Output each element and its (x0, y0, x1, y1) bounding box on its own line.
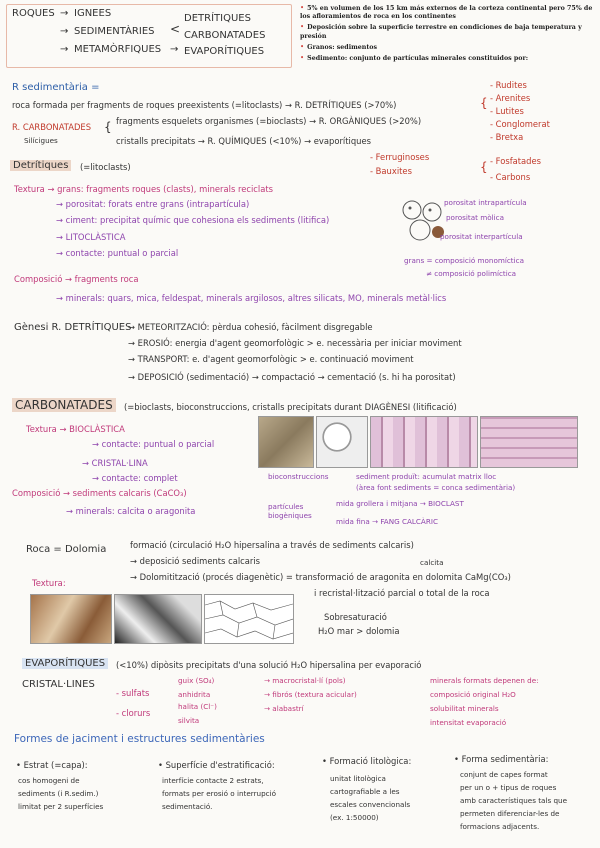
forma-body: amb característiques tals que (460, 796, 568, 805)
minerals-note: intensitat evaporació (430, 718, 507, 727)
porositat-label: porositat intrapartícula (444, 198, 527, 207)
porositat-label: porositat mòlica (446, 213, 504, 222)
ferruginoses-label: - Ferruginoses (370, 152, 430, 162)
bauxites-label: - Bauxites (370, 166, 412, 176)
size-item: - Rudites (490, 80, 527, 90)
minerals-line: → minerals: quars, mica, feldespat, minerals argilosos, altres silicats, MO, minerals metàl·lics (56, 293, 447, 303)
forma-estrat-head: • Estrat (=capa): (16, 760, 88, 770)
guix-label: guix (SO₄) (178, 676, 215, 685)
anhidrita-label: anhidrita (178, 690, 211, 699)
detritiques-label: DETRÍTIQUES (184, 13, 251, 24)
size-item: - Arenites (490, 93, 531, 103)
arrow-icon: → (170, 44, 179, 55)
detritiques-textura: Textura → grans: fragments roques (clasts), minerals reciclats (14, 184, 274, 194)
size-item: - Bretxa (490, 132, 524, 142)
forma-body: unitat litològica (330, 774, 386, 783)
carbonatades-label: CARBONATADES (184, 30, 266, 41)
detritiques-composicio: Composició → fragments roca (14, 274, 139, 284)
forma-body: limitat per 2 superfícies (18, 802, 104, 811)
forma-body: permeten diferenciar-les de (460, 809, 560, 818)
dolomia-photo-2 (114, 594, 202, 644)
ignees-label: IGNEES (74, 8, 112, 19)
organic-item: - Carbons (490, 172, 531, 182)
notes-list (300, 4, 596, 65)
forma-sedimentaria-head: • Forma sedimentària: (454, 754, 549, 764)
definition-line3: cristalls precipitats → R. QUÍMIQUES (<10%) → evaporítiques (116, 136, 371, 146)
evaporitiques-title: EVAPORÍTIQUES (22, 658, 108, 669)
bullet-icon: • (300, 4, 305, 12)
carbonatades-title: CARBONATADES (12, 398, 116, 412)
forma-body: conjunt de capes format (460, 770, 548, 779)
dolomia-textura: Textura: (32, 578, 66, 588)
definition-line1: roca formada per fragments de roques preexistents (=litoclasts) → R. DETRÍTIQUES (>70%) (12, 100, 397, 110)
grans-note: grans = composició monomíctica (404, 256, 524, 265)
sedimentaries-label: SEDIMENTÀRIES (74, 26, 155, 37)
detritiques-title: Detrítiques (10, 160, 71, 171)
forma-formacio-head: • Formació litològica: (322, 756, 412, 766)
definition-title: R sedimentària = (12, 82, 100, 93)
note-item: • Sedimento: conjunto de partículas minerales constituidos por: (300, 54, 529, 63)
thin-section-photo (370, 416, 478, 468)
silvita-label: silvita (178, 716, 200, 725)
sulfats-label: - sulfats (116, 688, 150, 698)
crystal-grid-sketch (205, 595, 293, 643)
detritiques-subtitle: (=litoclasts) (80, 162, 131, 172)
note-item: • 5% en volumen de los 15 km más externos de la corteza continental pero 75% de los afloramientos de roca en los continentes (300, 4, 593, 21)
minerals-note: composició original H₂O (430, 690, 516, 699)
thin-section-photo-2 (480, 416, 578, 468)
forma-body: escales convencionals (330, 800, 411, 809)
carbonatades-def: (=bioclasts, bioconstruccions, cristalls precipitats durant DIAGÈNESI (litificació) (124, 402, 457, 412)
bioclastic-photo (258, 416, 314, 468)
h2o-label: H₂O mar > dolomia (318, 626, 400, 636)
carb-cristallina: → CRISTAL·LINA (82, 458, 148, 468)
evap-prop: → macrocristal·lí (pols) (264, 676, 346, 685)
arrow-icon: → (60, 26, 69, 37)
forma-body: per un o + tipus de roques (460, 783, 557, 792)
particules-label: partícules biogèniques (268, 502, 312, 520)
clorurs-label: - clorurs (116, 708, 151, 718)
brace-icon: { (104, 120, 112, 134)
litoclastica-line: → LITOCLÀSTICA (56, 232, 126, 242)
bullet-icon: • (300, 54, 305, 63)
formes-title: Formes de jaciment i estructures sedimentàries (14, 733, 265, 745)
crystal-sketch (316, 416, 368, 468)
forma-body: cos homogeni de (18, 776, 80, 785)
dolomia-recristal: i recristal·lització parcial o total de la roca (314, 588, 490, 598)
bullet-icon: • (300, 42, 305, 51)
evaporitiques-def: (<10%) dipòsits precipitats d'una solució H₂O hipersalina per evaporació (116, 660, 422, 670)
dolomia-photo-1 (30, 594, 112, 644)
grans-note2: ≠ composició polimíctica (426, 269, 517, 278)
forma-body: sedimentació. (162, 802, 213, 811)
sed-prod2: (àrea font sediments = conca sedimentària) (356, 483, 516, 492)
contacte-line: → contacte: puntual o parcial (56, 248, 179, 258)
mida-fina: mida fina → FANG CALCÀRIC (336, 517, 438, 526)
forma-body: formacions adjacents. (460, 822, 540, 831)
arrow-icon: → (60, 8, 69, 19)
note-item: • Granos: sedimentos (300, 42, 378, 51)
mida-grollera: mida grollera i mitjana → BIOCLAST (336, 499, 464, 508)
genesi-step: → METEORITZACIÓ: pèrdua cohesió, fàcilment disgregable (128, 322, 373, 332)
dolomia-roca: Roca = Dolomia (26, 544, 107, 555)
forma-body: cartografiable a les (330, 787, 400, 796)
porositat-line: → porositat: forats entre grans (intrapartícula) (56, 199, 250, 209)
brace-icon: { (480, 96, 488, 110)
size-item: - Lutites (490, 106, 524, 116)
forma-body: interfície contacte 2 estrats, (162, 776, 264, 785)
genesi-step: → TRANSPORT: e. d'agent geomorfològic > e. continuació moviment (128, 354, 414, 364)
evap-prop: → fibrós (textura acicular) (264, 690, 357, 699)
note-item: • Deposición sobre la superficie terrestre en condiciones de baja temperatura y presión (300, 23, 582, 40)
dolomia-sketch (204, 594, 294, 644)
size-item: - Conglomerat (490, 119, 550, 129)
forma-body: (ex. 1:50000) (330, 813, 379, 822)
metamorfiques-label: METAMÒRFIQUES (74, 44, 162, 55)
evap-prop: → alabastrí (264, 704, 304, 713)
forma-body: formats per erosió o interrupció (162, 789, 276, 798)
carb-contacte2: → contacte: complet (92, 473, 178, 483)
carb-textura: Textura → BIOCLÀSTICA (26, 424, 125, 434)
sobresat-label: Sobresaturació (324, 612, 387, 622)
genesi-title: Gènesi R. DETRÍTIQUES (14, 322, 132, 333)
silicigues-label: Silícigues (24, 136, 58, 145)
arrow-icon: → (60, 44, 69, 55)
bioconstruccions-label: bioconstruccions (268, 472, 329, 481)
cristallines-label: CRISTAL·LINES (22, 679, 95, 690)
minerals-note: minerals formats depenen de: (430, 676, 539, 685)
dolomia-formacio: formació (circulació H₂O hipersalina a través de sediments calcaris) (130, 540, 414, 550)
organic-item: - Fosfatades (490, 156, 542, 166)
sed-prod: sediment produït: acumulat matrix lloc (356, 472, 497, 481)
minerals-note: solubilitat minerals (430, 704, 499, 713)
porositat-label: porositat interpartícula (440, 232, 523, 241)
r-carbonatades: R. CARBONATADES (12, 122, 92, 132)
halita-label: halita (Cl⁻) (178, 702, 217, 711)
roques-label: ROQUES (12, 8, 55, 19)
carb-minerals: → minerals: calcita o aragonita (66, 506, 196, 516)
evaporitiques-label: EVAPORÍTIQUES (184, 46, 265, 57)
definition-line2: fragments esquelets organismes (=bioclasts) → R. ORGÀNIQUES (>20%) (116, 116, 422, 126)
dolomia-step1: → deposició sediments calcaris (130, 556, 261, 566)
brace-icon: < (170, 22, 181, 36)
forma-body: sediments (i R.sedim.) (18, 789, 99, 798)
bullet-icon: • (300, 23, 305, 32)
calcita-label: calcita (420, 558, 444, 567)
carb-contacte1: → contacte: puntual o parcial (92, 439, 215, 449)
brace-icon: { (480, 160, 488, 174)
forma-superficie-head: • Superfície d'estratificació: (158, 760, 275, 770)
dolomia-step2: → Dolomitització (procés diagenètic) = transformació de aragonita en dolomita CaMg(CO₃) (130, 572, 511, 582)
ciment-line: → ciment: precipitat químic que cohesiona els sediments (litifica) (56, 215, 330, 225)
genesi-step: → EROSIÓ: energia d'agent geomorfològic > e. necessària per iniciar moviment (128, 338, 462, 348)
genesi-step: → DEPOSICIÓ (sedimentació) → compactació → cementació (s. hi ha porositat) (128, 372, 456, 382)
carb-composicio: Composició → sediments calcaris (CaCO₃) (12, 488, 187, 498)
